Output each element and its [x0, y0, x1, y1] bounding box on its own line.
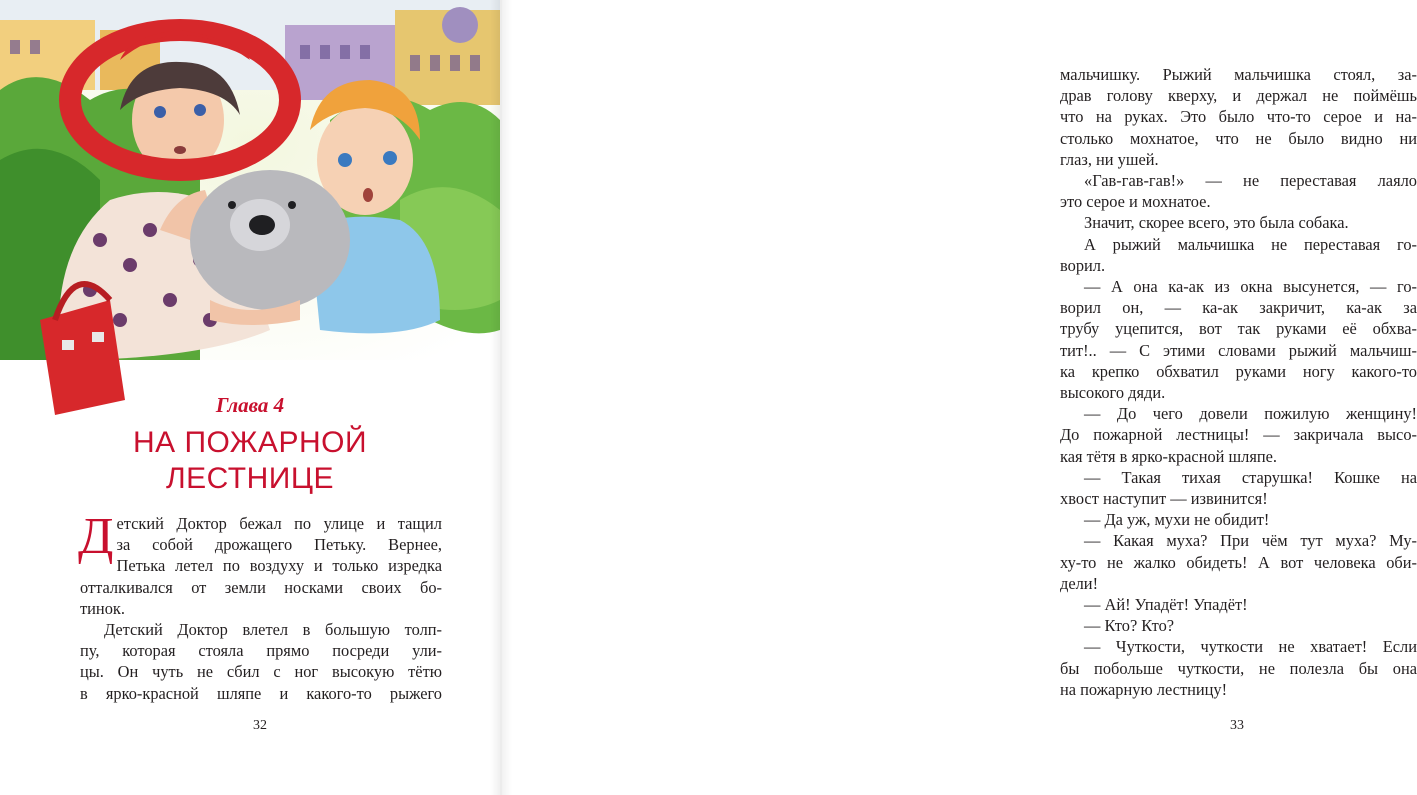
text-line: тинок.	[80, 598, 125, 618]
dropcap-letter: Д	[78, 508, 114, 565]
right-page	[500, 0, 1417, 795]
text-line: бы побольше чуткости, не полезла бы она	[1060, 658, 1417, 678]
text-line: — Кто? Кто?	[1084, 616, 1175, 636]
text-line: ка крепко обхватил руками ногу какого-то	[1060, 361, 1417, 381]
right-page-body-text	[1060, 64, 1417, 700]
text-line: мальчишку. Рыжий мальчишка стоял, за-	[1060, 65, 1417, 84]
page-number: 32	[253, 718, 267, 733]
text-line: тит!.. — С этими словами рыжий мальчиш-	[1060, 340, 1417, 360]
text-line: цы. Он чуть не сбил с ног высокую тётю	[80, 662, 442, 682]
text-line: в ярко-красной шляпе и какого-то рыжего	[80, 683, 442, 703]
left-page	[0, 0, 500, 795]
chapter-label: Глава 4	[215, 393, 285, 417]
text-line: это серое и мохнатое.	[1060, 192, 1211, 212]
text-line: А рыжий мальчишка не переставая го-	[1084, 234, 1417, 254]
text-line: Значит, скорее всего, это была собака.	[1084, 213, 1349, 233]
illustration-woman-boy-dog-image	[0, 0, 500, 420]
text-line: — Ай! Упадёт! Упадёт!	[1084, 595, 1248, 615]
text-line: дели!	[1060, 573, 1099, 593]
text-line: что на руках. Это было что-то серое и на-	[1060, 107, 1417, 127]
page-number: 33	[1230, 718, 1244, 733]
paragraph	[80, 619, 442, 704]
text-line: отталкивался от земли носками своих бо-	[80, 577, 442, 597]
paragraph	[78, 508, 442, 619]
text-line: — До чего довели пожилую женщину!	[1084, 404, 1417, 424]
chapter-title-line-1: НА ПОЖАРНОЙ	[132, 426, 368, 459]
text-line: ху-то не жалко обидеть! А вот человека оби-	[1060, 552, 1417, 572]
text-line: ворил.	[1060, 255, 1106, 275]
text-line: пу, которая стояла прямо посреди ули-	[80, 641, 442, 661]
chapter-illustration	[0, 0, 500, 420]
text-line: «Гав-гав-гав!» — не переставая лаяло	[1084, 171, 1417, 191]
text-line: хвост наступит — извинится!	[1060, 489, 1268, 509]
text-line: ворил он, — ка-ак закричит, ка-ак за	[1060, 298, 1417, 318]
text-line: Петька летел по воздуху и только изредка	[116, 556, 442, 576]
text-line: глаз, ни ушей.	[1060, 149, 1159, 169]
text-line: — А она ка-ак из окна высунется, — го-	[1084, 277, 1417, 297]
text-line: за собой дрожащего Петьку. Вернее,	[116, 535, 442, 555]
chapter-title-line-2: ЛЕСТНИЦЕ	[165, 462, 335, 495]
text-line: столько мохнатое, что не было видно ни	[1060, 128, 1417, 148]
text-line: — Да уж, мухи не обидит!	[1084, 510, 1270, 530]
text-line: — Чуткости, чуткости не хватает! Если	[1084, 637, 1417, 657]
chapter-title	[0, 425, 500, 497]
text-line: — Какая муха? При чём тут муха? Му-	[1084, 531, 1417, 551]
text-line: Детский Доктор влетел в большую толп-	[104, 620, 442, 640]
text-line: трубу уцепится, вот так руками её обхва-	[1060, 319, 1417, 339]
text-line: на пожарную лестницу!	[1060, 679, 1228, 699]
text-line: етский Доктор бежал по улице и тащил	[116, 514, 442, 533]
text-line: — Такая тихая старушка! Кошке на	[1084, 467, 1417, 487]
text-line: высокого дяди.	[1060, 383, 1166, 403]
left-page-body-text	[78, 508, 442, 704]
text-line: драв голову кверху, и держал не поймёшь	[1060, 86, 1417, 106]
text-line: кая тётя в ярко-красной шляпе.	[1060, 446, 1278, 466]
text-line: До пожарной лестницы! — закричала высо-	[1060, 425, 1417, 445]
